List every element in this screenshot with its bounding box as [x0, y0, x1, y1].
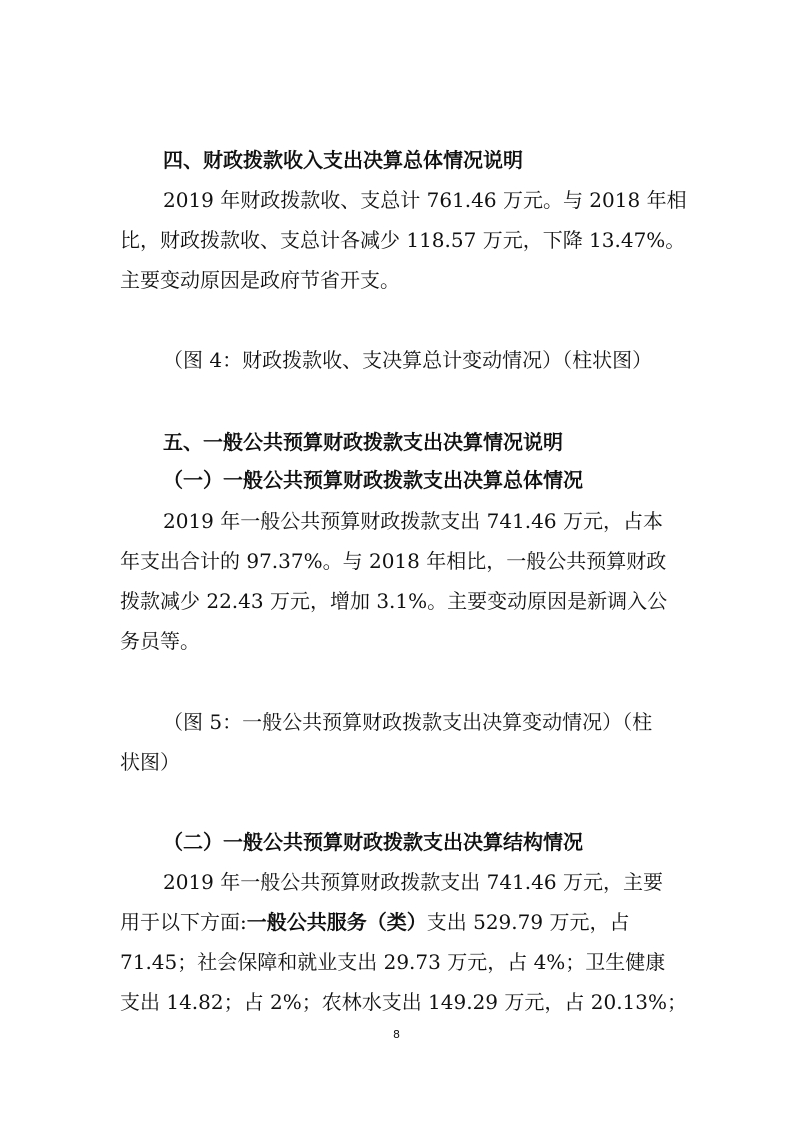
page-number: 8 [393, 1028, 400, 1041]
subsection-2-heading: （二）一般公共预算财政拨款支出决算结构情况 [163, 830, 583, 854]
text-run: 用于以下方面: [120, 910, 247, 934]
figure-4-caption: （图 4：财政拨款收、支决算总计变动情况）（柱状图） [163, 348, 653, 372]
subsection-1-paragraph-line: 年支出合计的 97.37%。与 2018 年相比，一般公共预算财政 [120, 549, 667, 573]
subsection-1-paragraph-line: 拨款减少 22.43 万元，增加 3.1%。主要变动原因是新调入公 [120, 589, 668, 613]
subsection-1-heading: （一）一般公共预算财政拨款支出决算总体情况 [163, 468, 583, 492]
figure-5-caption: （图 5：一般公共预算财政拨款支出决算变动情况）（柱 [163, 710, 653, 734]
section-4-heading: 四、财政拨款收入支出决算总体情况说明 [163, 148, 523, 172]
subsection-2-paragraph-line: 71.45；社会保障和就业支出 29.73 万元，占 4%；卫生健康 [120, 950, 666, 974]
subsection-1-paragraph-line: 务员等。 [120, 629, 200, 653]
subsection-2-paragraph-line [120, 908, 685, 936]
bold-category-label: 一般公共服务（类） [246, 910, 427, 934]
section-4-paragraph-line: 主要变动原因是政府节省开支。 [120, 268, 400, 292]
section-5-heading: 五、一般公共预算财政拨款支出决算情况说明 [163, 430, 563, 454]
subsection-2-paragraph-line: 2019 年一般公共预算财政拨款支出 741.46 万元，主要 [163, 870, 663, 894]
section-4-paragraph-line: 比，财政拨款收、支总计各减少 118.57 万元，下降 13.47%。 [120, 228, 686, 252]
figure-5-caption: 状图） [120, 750, 180, 774]
subsection-1-paragraph-line: 2019 年一般公共预算财政拨款支出 741.46 万元，占本 [163, 509, 663, 533]
text-run: 支出 529.79 万元，占 [426, 910, 630, 934]
subsection-2-paragraph-line: 支出 14.82；占 2%；农林水支出 149.29 万元，占 20.13%； [120, 990, 688, 1014]
section-4-paragraph-line: 2019 年财政拨款收、支总计 761.46 万元。与 2018 年相 [163, 188, 687, 212]
